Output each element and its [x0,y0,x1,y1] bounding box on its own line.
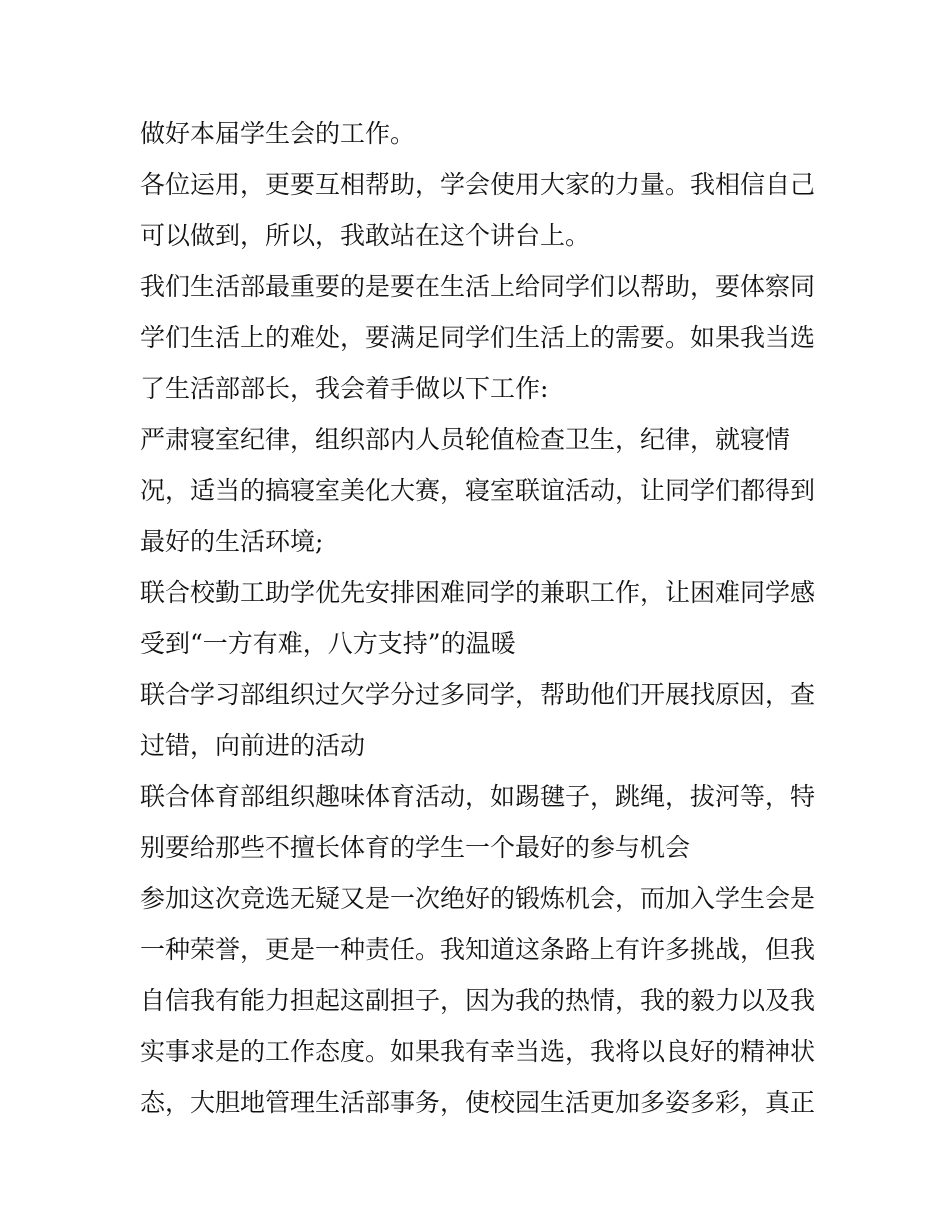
text-line: 自信我有能力担起这副担子，因为我的热情，我的毅力以及我 [140,986,816,1015]
text-line: 严肃寝室纪律，组织部内人员轮值检查卫生，纪律，就寝情 [140,425,791,454]
text-line: 过错，向前进的活动 [140,731,366,760]
text-line: 最好的生活环境; [140,527,324,556]
text-line: 各位运用，更要互相帮助，学会使用大家的力量。我相信自己 [140,170,816,199]
text-line: 态，大胆地管理生活部事务，使校园生活更加多姿多彩，真正 [140,1088,816,1117]
text-line: 受到“一方有难，八方支持”的温暖 [140,629,516,658]
text-line: 我们生活部最重要的是要在生活上给同学们以帮助，要体察同 [140,272,816,301]
text-line: 做好本届学生会的工作。 [140,119,416,148]
text-line: 况，适当的搞寝室美化大赛，寝室联谊活动，让同学们都得到 [140,476,816,505]
text-line: 学们生活上的难处，要满足同学们生活上的需要。如果我当选 [140,323,816,352]
text-line: 了生活部部长，我会着手做以下工作: [140,374,549,403]
text-line: 别要给那些不擅长体育的学生一个最好的参与机会 [140,833,691,862]
text-line: 联合校勤工助学优先安排困难同学的兼职工作，让困难同学感 [140,578,816,607]
document-body [140,108,820,1128]
text-line: 联合学习部组织过欠学分过多同学，帮助他们开展找原因，查 [140,680,816,709]
text-line: 实事求是的工作态度。如果我有幸当选，我将以良好的精神状 [140,1037,816,1066]
text-line: 可以做到，所以，我敢站在这个讲台上。 [140,221,591,250]
text-line: 一种荣誉，更是一种责任。我知道这条路上有许多挑战，但我 [140,935,816,964]
text-line: 联合体育部组织趣味体育活动，如踢毽子，跳绳，拔河等，特 [140,782,816,811]
text-line: 参加这次竞选无疑又是一次绝好的锻炼机会，而加入学生会是 [140,884,816,913]
